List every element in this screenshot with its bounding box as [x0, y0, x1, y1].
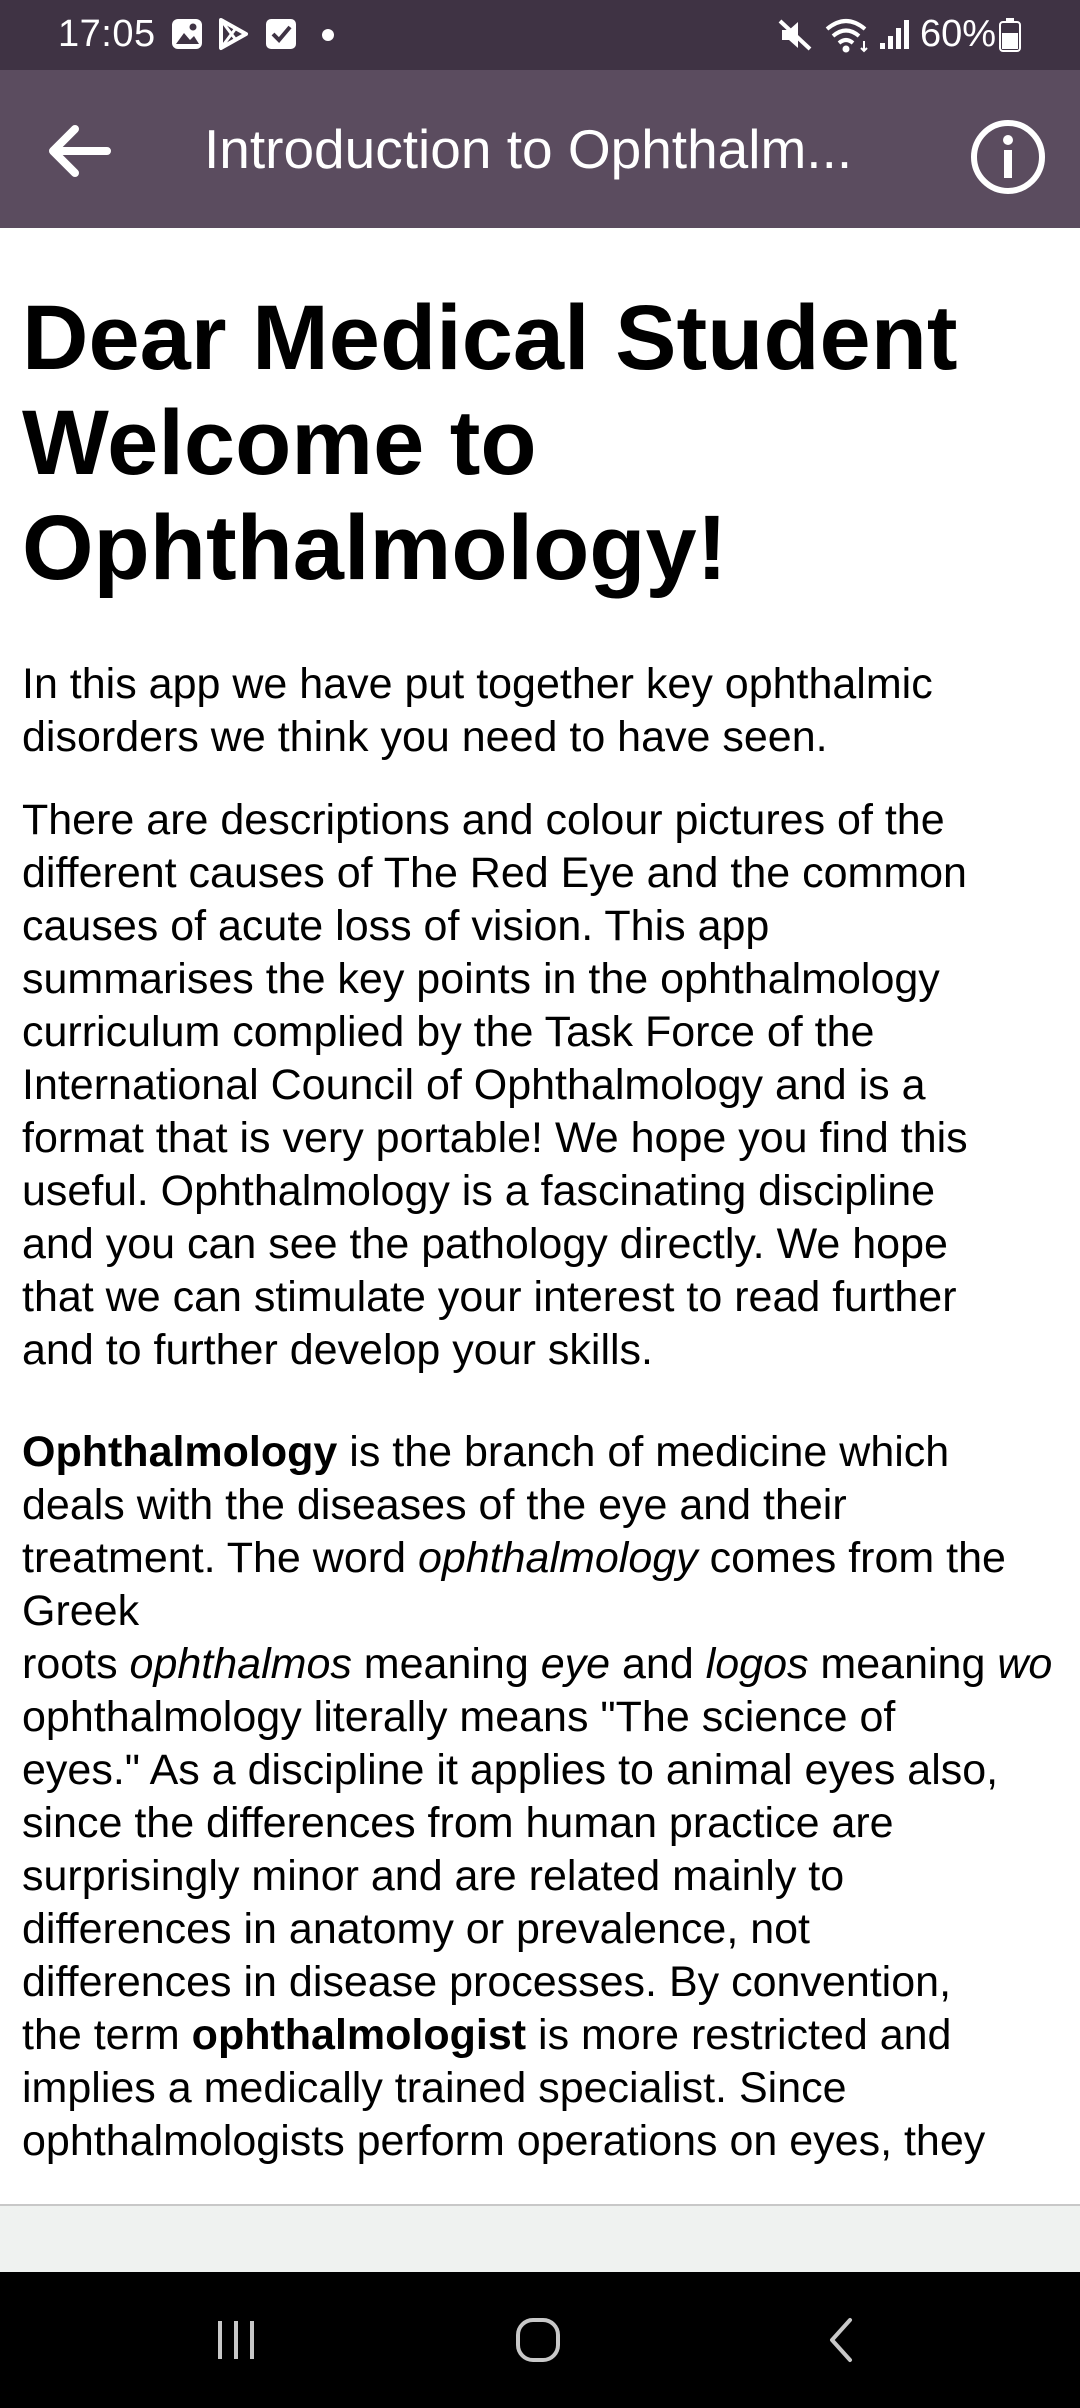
text-line: causes of acute loss of vision. This app	[22, 902, 770, 950]
text-line: ophthalmology literally means "The science of	[22, 1693, 896, 1741]
text-line: implies a medically trained specialist. Since	[22, 2064, 847, 2112]
text-run: meaning	[351, 1640, 541, 1688]
text-line: ophthalmologists perform operations on eyes, they	[22, 2117, 986, 2165]
battery-icon	[998, 17, 1022, 53]
text-line: differences in anatomy or prevalence, not	[22, 1905, 811, 1953]
text-line	[22, 1426, 1080, 1479]
text-line	[22, 1638, 1080, 1691]
text-line: useful. Ophthalmology is a fascinating discipline	[22, 1167, 936, 1215]
bold-term: Ophthalmology	[22, 1428, 338, 1476]
app-bar	[0, 70, 1080, 228]
back-nav-icon	[822, 2314, 862, 2366]
definition-paragraph	[22, 1426, 1080, 2168]
text-run: meaning	[808, 1640, 998, 1688]
home-button[interactable]	[502, 2310, 574, 2370]
text-run: the term	[22, 2011, 192, 2059]
text-run: roots	[22, 1640, 130, 1688]
gallery-icon	[170, 17, 204, 51]
text-line: disorders we think you need to have seen.	[22, 713, 828, 761]
checkbox-icon	[264, 17, 298, 51]
text-line: surprisingly minor and are related mainly to	[22, 1852, 845, 1900]
text-line: deals with the diseases of the eye and their	[22, 1481, 847, 1529]
home-icon	[512, 2314, 564, 2366]
italic-term: ophthalmos	[129, 1640, 352, 1688]
back-nav-button[interactable]	[806, 2310, 878, 2370]
text-line: that we can stimulate your interest to read further	[22, 1273, 957, 1321]
text-line: In this app we have put together key ophthalmic	[22, 660, 933, 708]
text-line: summarises the key points in the ophthalmology	[22, 955, 940, 1003]
description-paragraph	[22, 794, 1080, 1377]
text-line: There are descriptions and colour pictures of the	[22, 796, 945, 844]
text-line: differences in disease processes. By convention,	[22, 1958, 952, 2006]
arrow-left-icon	[43, 121, 113, 181]
italic-term: logos	[705, 1640, 809, 1688]
text-line: eyes." As a discipline it applies to animal eyes also,	[22, 1746, 999, 1794]
text-line: International Council of Ophthalmology and is a	[22, 1061, 926, 1109]
title-line: Ophthalmology!	[22, 497, 728, 599]
back-button[interactable]	[30, 103, 126, 199]
text-run: comes from the	[697, 1534, 1006, 1582]
play-store-icon	[216, 17, 250, 51]
text-line	[22, 1532, 1080, 1585]
battery-percentage: 60%	[920, 13, 997, 55]
text-run: is more restricted and	[526, 2011, 952, 2059]
text-line: curriculum complied by the Task Force of the	[22, 1008, 875, 1056]
italic-term: wo	[997, 1640, 1053, 1688]
wifi-icon	[824, 17, 872, 53]
system-nav-bar	[0, 2272, 1080, 2408]
text-run: is the branch of medicine which	[337, 1428, 950, 1476]
app-title: Introduction to Ophthalm...	[204, 118, 853, 180]
signal-icon	[878, 17, 912, 51]
mute-icon	[776, 17, 814, 53]
italic-term: eye	[540, 1640, 611, 1688]
intro-paragraph	[22, 658, 1080, 764]
text-run: and	[610, 1640, 706, 1688]
bold-term: ophthalmologist	[191, 2011, 527, 2059]
status-bar	[0, 0, 1080, 70]
text-line: and you can see the pathology directly. We hope	[22, 1220, 948, 1268]
text-line: since the differences from human practice are	[22, 1799, 894, 1847]
text-line: format that is very portable! We hope you find this	[22, 1114, 968, 1162]
title-line: Welcome to	[22, 392, 537, 494]
article-content[interactable]	[0, 228, 1080, 2204]
page-title	[22, 286, 1062, 601]
text-line: and to further develop your skills.	[22, 1326, 653, 1374]
info-icon	[968, 117, 1048, 197]
text-run: treatment. The word	[22, 1534, 418, 1582]
italic-term: ophthalmology	[417, 1534, 698, 1582]
recent-apps-button[interactable]	[200, 2310, 272, 2370]
text-line: different causes of The Red Eye and the common	[22, 849, 967, 897]
text-line: Greek	[22, 1587, 140, 1635]
recent-apps-icon	[211, 2317, 261, 2363]
notification-dot	[322, 29, 334, 41]
bottom-bar	[0, 2204, 1080, 2274]
status-time: 17:05	[58, 13, 156, 55]
info-button[interactable]	[960, 109, 1056, 205]
title-line: Dear Medical Student	[22, 287, 958, 389]
text-line	[22, 2009, 1080, 2062]
